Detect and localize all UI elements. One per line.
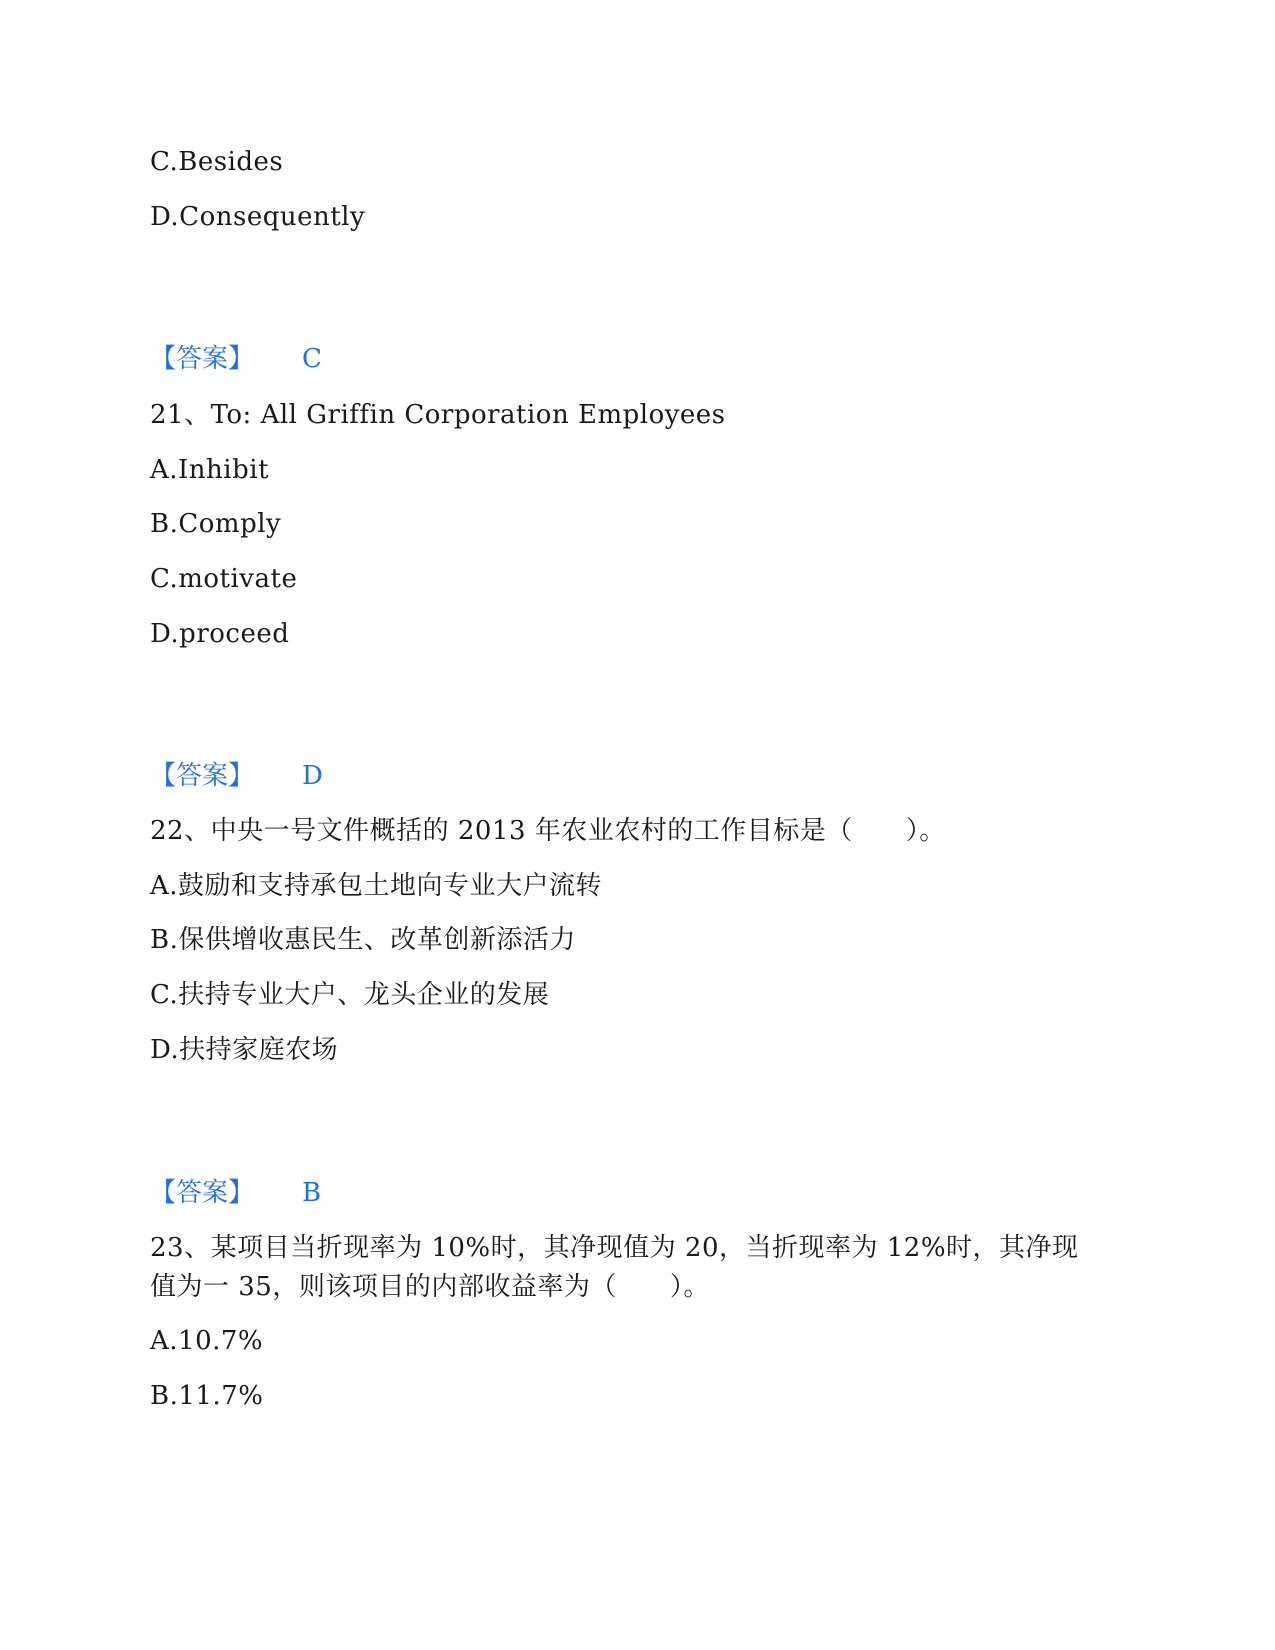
answer-value: C [302, 344, 322, 374]
q21-stem: 21、To: All Griffin Corporation Employees [150, 400, 726, 430]
q21-option-c: C.motivate [150, 564, 298, 594]
answer-20 [150, 341, 322, 377]
answer-value: D [302, 761, 323, 791]
q22-stem: 22、中央一号文件概括的 2013 年农业农村的工作目标是（ ）。 [150, 816, 946, 846]
q23-stem-line1: 23、某项目当折现率为 10%时，其净现值为 20，当折现率为 12%时，其净现 [150, 1233, 1079, 1263]
q20-option-d: D.Consequently [150, 202, 366, 232]
q21-option-b: B.Comply [150, 509, 282, 539]
q20-option-c: C.Besides [150, 147, 284, 177]
q22-option-d: D.扶持家庭农场 [150, 1035, 339, 1065]
answer-label: 【答案】 [150, 344, 255, 374]
q22-option-c: C.扶持专业大户、龙头企业的发展 [150, 980, 550, 1010]
q23-stem-line2: 值为一 35，则该项目的内部收益率为（ ）。 [150, 1272, 710, 1302]
q22-option-a: A.鼓励和支持承包土地向专业大户流转 [150, 871, 603, 901]
q23-option-a: A.10.7% [150, 1326, 264, 1356]
q23-option-b: B.11.7% [150, 1381, 264, 1411]
answer-value: B [302, 1178, 322, 1208]
answer-22 [150, 1175, 321, 1211]
answer-21 [150, 758, 323, 794]
answer-label: 【答案】 [150, 1178, 255, 1208]
q21-option-a: A.Inhibit [150, 455, 270, 485]
answer-label: 【答案】 [150, 761, 255, 791]
q21-option-d: D.proceed [150, 619, 290, 649]
q22-option-b: B.保供增收惠民生、改革创新添活力 [150, 925, 576, 955]
